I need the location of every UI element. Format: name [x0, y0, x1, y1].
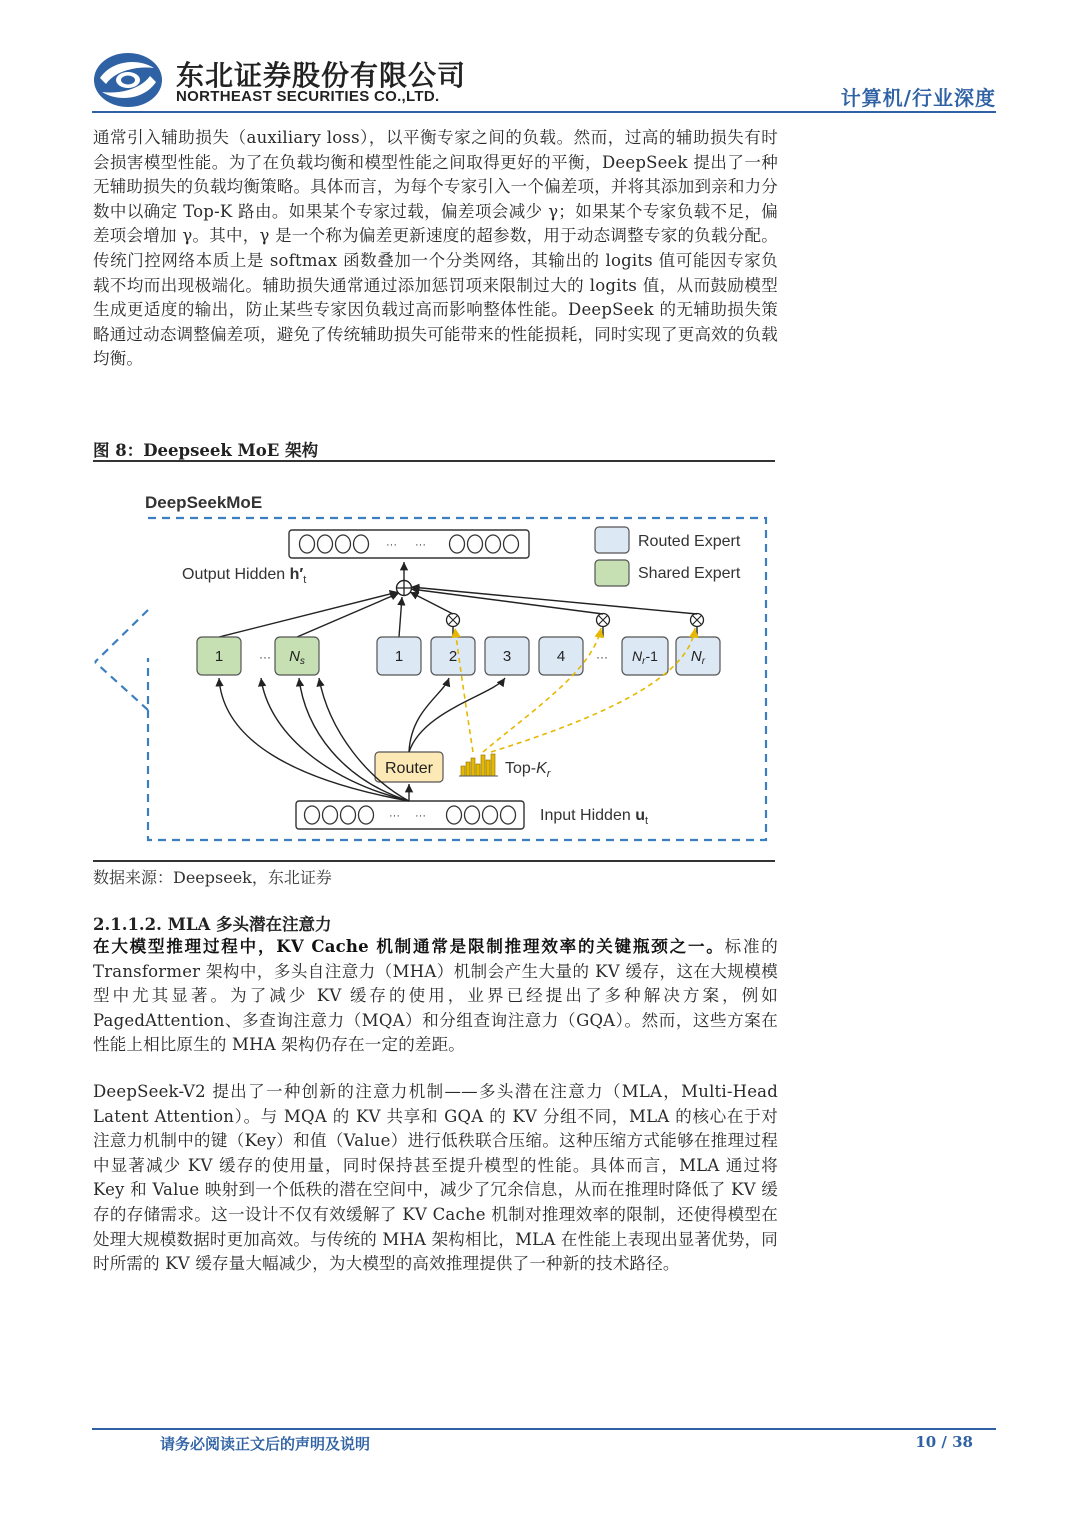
input-hidden-vector [296, 801, 524, 829]
footer-disclaimer: 请务必阅读正文后的声明及说明 [160, 1435, 371, 1453]
output-ellipsis: ··· [386, 539, 397, 551]
paragraph-2-lead: 在大模型推理过程中，KV Cache 机制通常是限制推理效率的关键瓶颈之一。 [93, 937, 725, 956]
topk-label: Top-$K_r$ [505, 760, 551, 780]
routed-expert-3-label: 3 [502, 648, 512, 665]
paragraph-2-rest: 标准的 Transformer 架构中，多头自注意力（MHA）机制会产生大量的 KV 缓存，这在大规模模型中尤其显著。为了减少 KV 缓存的使用，业界已经提出了多种解决方案，例如 PagedAttention、多查询注意力（MQA）和分组查询注意力（GQA）。然而，这些方案在性能上相比原生的 MHA 架构仍存在一定的差距。 [93, 937, 778, 1055]
output-ellipsis-2: ··· [415, 539, 426, 551]
routed-expert-1-label: 1 [394, 648, 404, 665]
figure-top-rule [93, 460, 775, 462]
routed-expert-nr-label: $N_r$ [690, 648, 706, 667]
body-paragraph-1: 通常引入辅助损失（auxiliary loss），以平衡专家之间的负载。然而，过高的辅助损失有时会损害模型性能。为了在负载均衡和模型性能之间取得更好的平衡，DeepSeek 提出了一种无辅助损失的负载均衡策略。具体而言，为每个专家引入一个偏差项，并将其添加到亲和力分数中以确定 Top-K 路由。如果某个专家过载，偏差项会减少 γ；如果某个专家负载不足，偏差项会增加 γ。其中，γ 是一个称为偏差更新速度的超参数，用于动态调整专家的负载分配。传统门控网络本质上是 softmax 函数叠加一个分类网络，其输出的 logits 值可能因专家负载不均而出现极端化。辅助损失通常通过添加惩罚项来限制过大的 logits 值，从而鼓励模型生成更适度的输出，防止某些专家因负载过高而影响整体性能。DeepSeek 的无辅助损失策略通过动态调整偏差项，避免了传统辅助损失可能带来的性能损耗，同时实现了更高效的负载均衡。 [93, 128, 778, 369]
company-logo [92, 50, 168, 110]
body-paragraph-2 [93, 935, 778, 1058]
section-heading: 2.1.1.2. MLA 多头潜在注意力 [93, 915, 332, 934]
input-ellipsis: ··· [389, 810, 400, 822]
moe-architecture-diagram [93, 480, 775, 856]
router-label: Router [384, 760, 434, 777]
footer-rule [92, 1428, 996, 1430]
input-ellipsis-2: ··· [415, 810, 426, 822]
company-name-en: NORTHEAST SECURITIES CO.,LTD. [176, 88, 440, 105]
routed-expert-4-label: 4 [556, 648, 566, 665]
topk-histogram-icon [461, 754, 495, 776]
input-hidden-label: Input Hidden $u_t$ [540, 807, 649, 827]
routed-ellipsis: ··· [596, 650, 608, 664]
shared-expert-1-label: 1 [214, 648, 224, 665]
page-number: 10 / 38 [915, 1433, 973, 1451]
output-hidden-label: Output Hidden $h'_t$ [182, 566, 307, 586]
shared-ellipsis: ··· [259, 650, 271, 664]
routed-expert-2-label: 2 [448, 648, 458, 665]
body-paragraph-3: DeepSeek-V2 提出了一种创新的注意力机制——多头潜在注意力（MLA，Multi-Head Latent Attention）。与 MQA 的 KV 共享和 GQA 的 KV 分组不同，MLA 的核心在于对注意力机制中的键（Key）和值（Value）进行低秩联合压缩。这种压缩方式能够在推理过程中显著减少 KV 缓存的使用量，同时保持甚至提升模型的性能。具体而言，MLA 通过将 Key 和 Value 映射到一个低秩的潜在空间中，减少了冗余信息，从而在推理时降低了 KV 缓存的存储需求。这一设计不仅有效缓解了 KV Cache 机制对推理效率的限制，还使得模型在处理大规模数据时更加高效。与传统的 MHA 架构相比，MLA 在性能上表现出显著优势，同时所需的 KV 缓存量大幅减少，为大模型的高效推理提供了一种新的技术路径。 [93, 1082, 779, 1274]
company-name-cn: 东北证券股份有限公司 [176, 59, 467, 92]
figure-title: 图 8：Deepseek MoE 架构 [93, 441, 319, 460]
figure-source: 数据来源：Deepseek，东北证券 [93, 868, 332, 887]
figure-bottom-rule [93, 860, 775, 862]
report-category: 计算机/行业深度 [840, 86, 996, 110]
header-rule [92, 111, 996, 113]
legend-routed-label: Routed Expert [638, 533, 741, 550]
routed-expert-nr-1-label: $N_r-1$ [632, 648, 658, 667]
diagram-title: DeepSeekMoE [145, 493, 263, 512]
legend-shared-swatch [595, 560, 629, 586]
callout-pointer [95, 610, 148, 710]
legend-routed-swatch [595, 527, 629, 553]
shared-expert-ns-label: $N_s$ [289, 648, 305, 667]
legend-shared-label: Shared Expert [638, 565, 741, 582]
output-hidden-vector [289, 530, 529, 558]
